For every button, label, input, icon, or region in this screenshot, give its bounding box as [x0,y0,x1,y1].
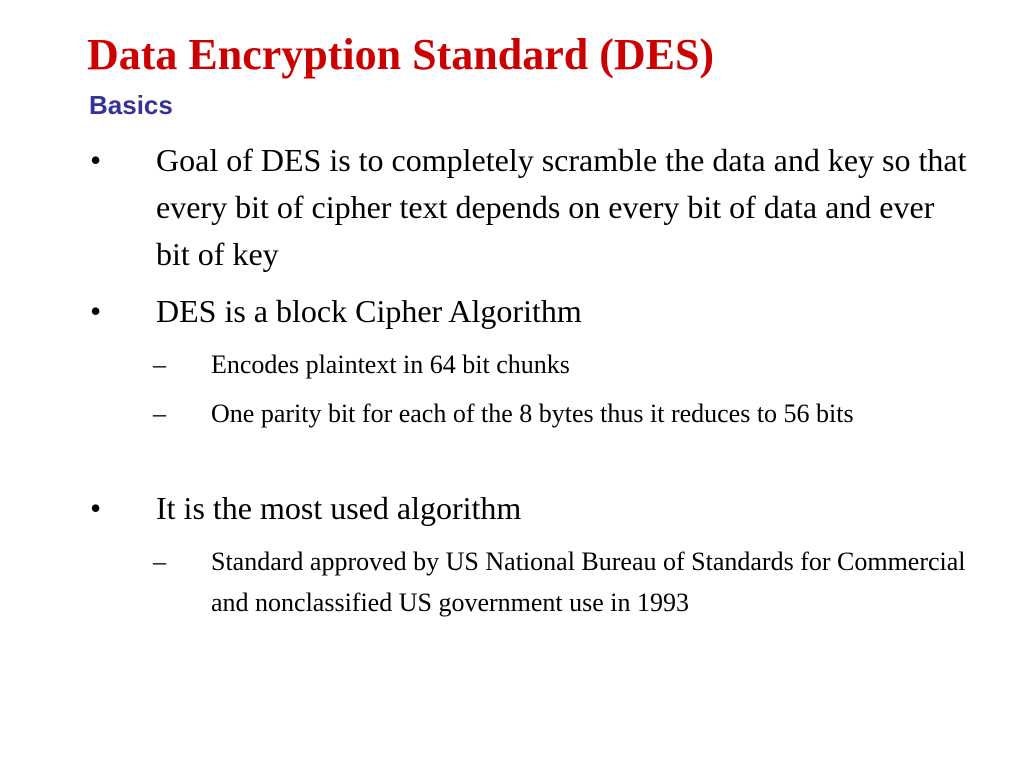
bullet-item [90,137,976,278]
sub-bullet-item [153,541,971,623]
bullet-marker: • [90,293,102,329]
slide-subtitle: Basics [89,90,173,120]
sub-bullet-text: Encodes plaintext in 64 bit chunks [211,350,570,379]
sub-bullet-text: One parity bit for each of the 8 bytes thus it reduces to 56 bits [211,399,854,428]
bullet-text: DES is a block Cipher Algorithm [156,293,582,329]
dash-marker: – [153,350,166,379]
bullet-text: Goal of DES is to completely scramble the data and key so that every bit of cipher text depends on every bit of data and ever bit of key [156,142,967,272]
slide-title: Data Encryption Standard (DES) [87,30,715,79]
bullet-marker: • [90,490,102,526]
bullet-text: It is the most used algorithm [156,490,522,526]
sub-bullet-item [153,393,971,434]
bullet-marker: • [90,142,102,178]
sub-bullet-text: Standard approved by US National Bureau of Standards for Commercial and nonclassified US government use in 1993 [211,547,966,617]
bullet-item [90,288,976,335]
dash-marker: – [153,399,166,428]
bullet-item [90,485,976,532]
dash-marker: – [153,547,166,576]
sub-bullet-item [153,344,971,385]
